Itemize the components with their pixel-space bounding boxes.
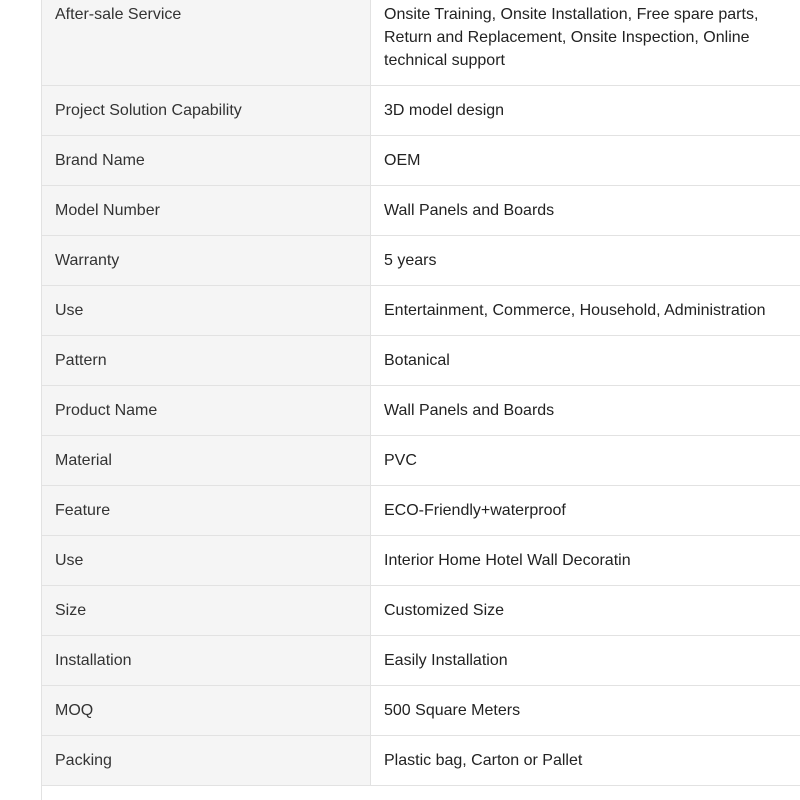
spec-key: Pattern	[42, 336, 371, 386]
spec-key: Size	[42, 586, 371, 636]
spec-key: Packing	[42, 736, 371, 786]
spec-value: 500 Square Meters	[371, 686, 800, 736]
spec-value: Customized Size	[371, 586, 800, 636]
table-row	[42, 686, 800, 736]
spec-value: Onsite Training, Onsite Installation, Free spare parts, Return and Replacement, Onsite Inspection, Online technical support	[371, 0, 800, 86]
spec-key: Project Solution Capability	[42, 86, 371, 136]
table-row	[42, 536, 800, 586]
table-row	[42, 86, 800, 136]
spec-value: Interior Home Hotel Wall Decoratin	[371, 536, 800, 586]
table-row	[42, 186, 800, 236]
spec-key: Model Number	[42, 186, 371, 236]
spec-key: Warranty	[42, 236, 371, 286]
spec-key: Installation	[42, 636, 371, 686]
table-row	[42, 636, 800, 686]
table-row	[42, 586, 800, 636]
spec-key: MOQ	[42, 686, 371, 736]
table-row	[42, 236, 800, 286]
spec-key: Material	[42, 436, 371, 486]
spec-value: 3D model design	[371, 86, 800, 136]
spec-value: Plastic bag, Carton or Pallet	[371, 736, 800, 786]
table-row	[42, 486, 800, 536]
spec-key: Use	[42, 286, 371, 336]
spec-key: Use	[42, 536, 371, 586]
table-row	[42, 386, 800, 436]
spec-value: Wall Panels and Boards	[371, 386, 800, 436]
product-spec-table	[42, 0, 800, 786]
table-row	[42, 286, 800, 336]
spec-value: Wall Panels and Boards	[371, 186, 800, 236]
table-row	[42, 0, 800, 86]
table-row	[42, 136, 800, 186]
spec-value: OEM	[371, 136, 800, 186]
spec-key: Brand Name	[42, 136, 371, 186]
table-row	[42, 736, 800, 786]
spec-value: Easily Installation	[371, 636, 800, 686]
spec-key: After-sale Service	[42, 0, 371, 86]
table-row	[42, 436, 800, 486]
spec-key: Product Name	[42, 386, 371, 436]
spec-value: 5 years	[371, 236, 800, 286]
spec-value: PVC	[371, 436, 800, 486]
spec-key: Feature	[42, 486, 371, 536]
spec-value: Botanical	[371, 336, 800, 386]
spec-value: Entertainment, Commerce, Household, Administration	[371, 286, 800, 336]
table-row	[42, 336, 800, 386]
spec-value: ECO-Friendly+waterproof	[371, 486, 800, 536]
